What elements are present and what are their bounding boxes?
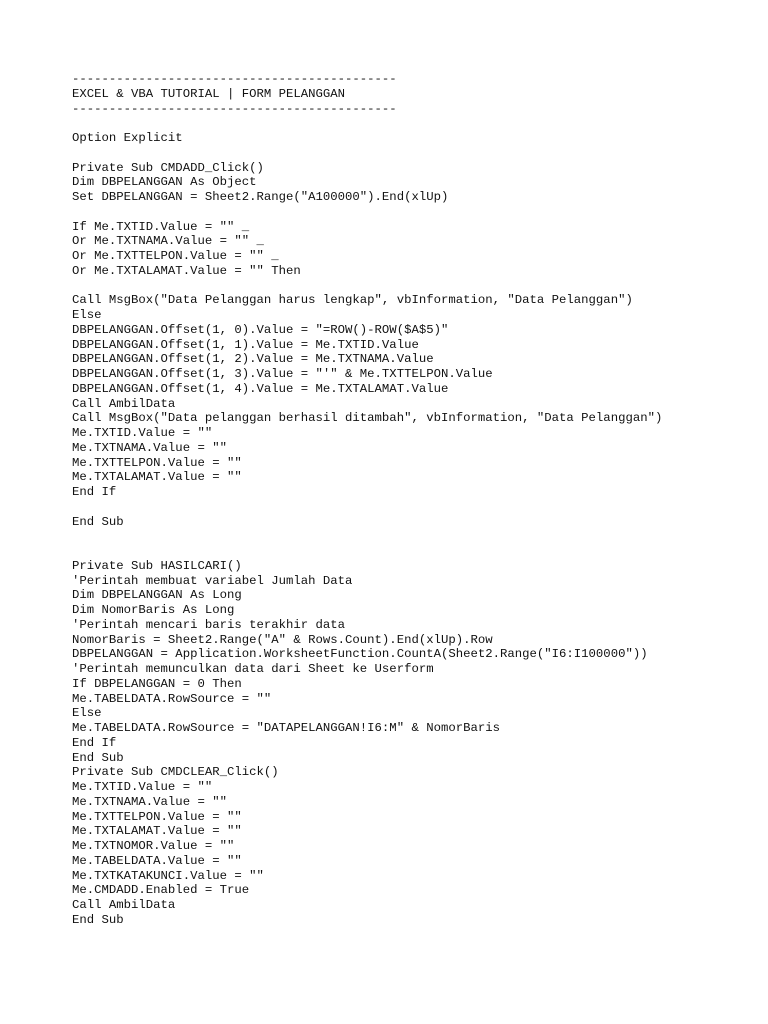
code-line: Me.TXTNAMA.Value = "" [72, 440, 227, 455]
code-line: Me.CMDADD.Enabled = True [72, 883, 250, 898]
code-line: Me.TXTNOMOR.Value = "" [72, 839, 235, 853]
code-line: Me.TABELDATA.RowSource = "" [72, 691, 272, 706]
code-line: 'Perintah mencari baris terakhir data [72, 617, 346, 632]
code-line: DBPELANGGAN.Offset(1, 0).Value = "=ROW()-ROW($A$5)" [72, 322, 449, 337]
code-line [72, 500, 662, 515]
code-line: -------------------------------------------- [72, 72, 397, 86]
code-line: Call MsgBox("Data pelanggan berhasil ditambah", vbInformation, "Data Pelanggan") [72, 411, 663, 426]
code-line: Or Me.TXTNAMA.Value = "" _ [72, 234, 264, 249]
code-line: Me.TXTID.Value = "" [72, 426, 213, 440]
code-line: Private Sub CMDADD_Click() [72, 160, 264, 175]
code-line: Or Me.TXTALAMAT.Value = "" Then [72, 263, 301, 278]
code-line: -------------------------------------------- [72, 101, 397, 116]
code-line: End Sub [72, 912, 124, 927]
code-line: Me.TXTKATAKUNCI.Value = "" [72, 868, 264, 883]
code-line: End Sub [72, 514, 124, 529]
code-line [72, 146, 662, 161]
code-line: Call MsgBox("Data Pelanggan harus lengkap", vbInformation, "Data Pelanggan") [72, 293, 633, 308]
code-line: Dim DBPELANGGAN As Object [72, 175, 257, 190]
code-line: EXCEL & VBA TUTORIAL | FORM PELANGGAN [72, 86, 346, 101]
code-line [72, 116, 662, 131]
code-line: If DBPELANGGAN = 0 Then [72, 676, 242, 691]
code-line: Else [72, 706, 102, 721]
code-line: Me.TXTALAMAT.Value = "" [72, 824, 242, 839]
code-line [72, 279, 662, 294]
code-line: Private Sub CMDCLEAR_Click() [72, 765, 279, 780]
code-line: Dim DBPELANGGAN As Long [72, 588, 242, 603]
code-line: Me.TXTTELPON.Value = "" [72, 809, 242, 824]
code-line [72, 529, 662, 544]
code-line: Call AmbilData [72, 898, 176, 912]
code-line: Call AmbilData [72, 396, 176, 411]
code-line: End Sub [72, 750, 124, 765]
code-listing [72, 72, 662, 928]
code-line: Me.TABELDATA.Value = "" [72, 853, 242, 868]
code-line: Set DBPELANGGAN = Sheet2.Range("A100000").End(xlUp) [72, 190, 449, 204]
code-line: DBPELANGGAN = Application.WorksheetFunction.CountA(Sheet2.Range("I6:I100000")) [72, 647, 648, 662]
code-line: DBPELANGGAN.Offset(1, 4).Value = Me.TXTALAMAT.Value [72, 381, 449, 396]
code-line: DBPELANGGAN.Offset(1, 2).Value = Me.TXTNAMA.Value [72, 352, 434, 367]
code-line: Me.TXTALAMAT.Value = "" [72, 470, 242, 485]
code-line: Me.TXTTELPON.Value = "" [72, 455, 242, 470]
code-line: Me.TXTNAMA.Value = "" [72, 794, 227, 809]
code-line: Option Explicit [72, 131, 183, 145]
code-line: Private Sub HASILCARI() [72, 558, 242, 573]
code-line: Else [72, 308, 102, 322]
code-line: DBPELANGGAN.Offset(1, 1).Value = Me.TXTID.Value [72, 337, 419, 352]
code-line: Me.TABELDATA.RowSource = "DATAPELANGGAN!I6:M" & NomorBaris [72, 721, 501, 735]
code-line: Me.TXTID.Value = "" [72, 780, 213, 794]
code-line: If Me.TXTID.Value = "" _ [72, 219, 250, 234]
code-line: End If [72, 485, 117, 499]
code-line: End If [72, 735, 117, 750]
code-line: NomorBaris = Sheet2.Range("A" & Rows.Count).End(xlUp).Row [72, 632, 493, 647]
code-line: Or Me.TXTTELPON.Value = "" _ [72, 249, 279, 263]
code-line [72, 205, 662, 220]
code-line [72, 544, 662, 559]
code-line: 'Perintah membuat variabel Jumlah Data [72, 573, 353, 588]
code-line: 'Perintah memunculkan data dari Sheet ke Userform [72, 662, 434, 676]
code-line: Dim NomorBaris As Long [72, 603, 235, 617]
code-line: DBPELANGGAN.Offset(1, 3).Value = "'" & Me.TXTTELPON.Value [72, 367, 493, 381]
